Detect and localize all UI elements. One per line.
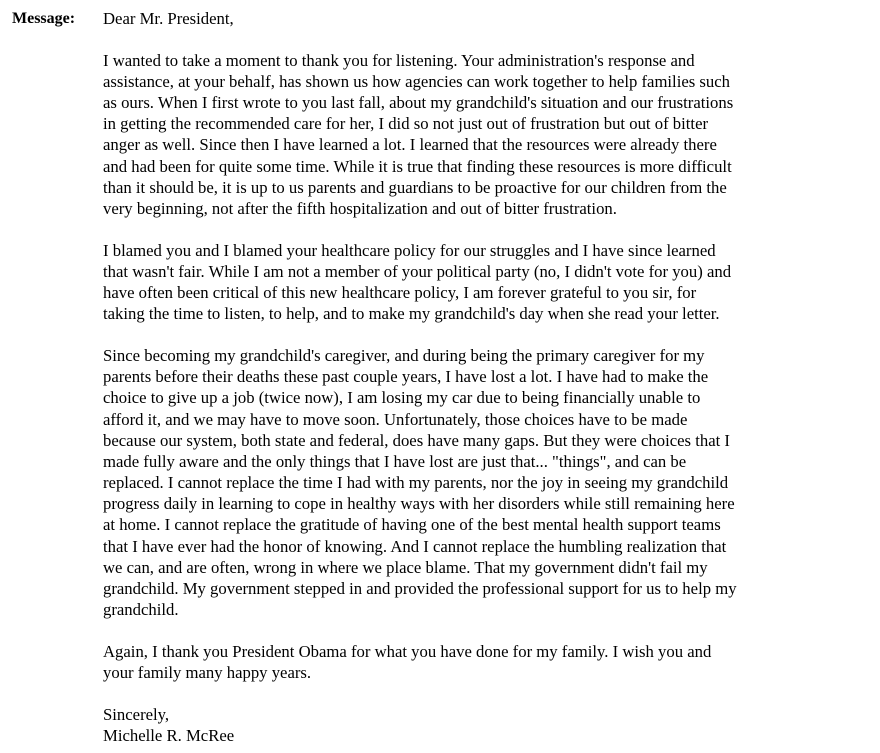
message-label: Message: — [12, 10, 76, 27]
paragraph-line: very beginning, not after the fifth hospitalization and out of bitter frustration. — [103, 199, 617, 218]
paragraph-line: anger as well. Since then I have learned a lot. I learned that the resources were already there — [103, 135, 717, 155]
signature-name: Michelle R. McRee — [103, 725, 235, 745]
paragraph-line: taking the time to listen, to help, and to make my grandchild's day when she read your letter. — [103, 304, 720, 324]
paragraph-line: Since becoming my grandchild's caregiver, and during being the primary caregiver for my — [103, 345, 705, 365]
paragraph-line: I wanted to take a moment to thank you for listening. Your administration's response and — [103, 50, 695, 70]
paragraph-line: made fully aware and the only things that I have lost are just that... "things", and can be — [103, 451, 687, 471]
paragraph-line: choice to give up a job (twice now), I am losing my car due to being financially unable to — [103, 388, 701, 408]
paragraph-line: at home. I cannot replace the gratitude of having one of the best mental health support teams — [103, 515, 721, 535]
paragraph-line: we can, and are often, wrong in where we place blame. That my government didn't fail my — [103, 557, 708, 577]
paragraph-line: that wasn't fair. While I am not a member of your political party (no, I didn't vote for you) and — [103, 261, 732, 281]
paragraph-line: replaced. I cannot replace the time I had with my parents, nor the joy in seeing my grandchild — [103, 473, 729, 493]
paragraph-3 — [103, 345, 873, 620]
closing — [103, 704, 873, 746]
paragraph-line: I blamed you and I blamed your healthcare policy for our struggles and I have since learned — [103, 240, 716, 260]
paragraph-line: afford it, and we may have to move soon. Unfortunately, those choices have to be made — [103, 409, 688, 429]
paragraph-1 — [103, 50, 873, 220]
paragraph-line: progress daily in learning to cope in healthy ways with her disorders while still remaining here — [103, 494, 735, 514]
paragraph-line: grandchild. — [103, 600, 179, 620]
paragraph-line: have often been critical of this new healthcare policy, I am forever grateful to you sir, for — [103, 283, 697, 303]
paragraph-line: assistance, at your behalf, has shown us how agencies can work together to help families such — [103, 71, 730, 91]
closing-salutation: Sincerely, — [103, 704, 170, 724]
paragraph-line: because our system, both state and federal, does have many gaps. But they were choices that I — [103, 430, 730, 450]
paragraph-line: grandchild. My government stepped in and provided the professional support for us to help my — [103, 579, 737, 598]
paragraph-line: and had been for quite some time. While it is true that finding these resources is more difficult — [103, 156, 732, 176]
greeting: Dear Mr. President, — [103, 9, 234, 28]
paragraph-line: in getting the recommended care for her, I did so not just out of frustration but out of bitter — [103, 114, 709, 134]
paragraph-line: parents before their deaths these past couple years, I have lost a lot. I have had to make the — [103, 367, 709, 387]
paragraph-line: your family many happy years. — [103, 663, 312, 683]
paragraph-line: than it should be, it is up to us parents and guardians to be proactive for our children from the — [103, 177, 727, 197]
paragraph-4 — [103, 641, 873, 683]
paragraph-line: that I have ever had the honor of knowing. And I cannot replace the humbling realization that — [103, 536, 727, 556]
paragraph-line: as ours. When I first wrote to you last fall, about my grandchild's situation and our frustrations — [103, 93, 734, 113]
message-body — [103, 8, 873, 746]
paragraph-2 — [103, 240, 873, 325]
paragraph-line: Again, I thank you President Obama for what you have done for my family. I wish you and — [103, 641, 712, 661]
